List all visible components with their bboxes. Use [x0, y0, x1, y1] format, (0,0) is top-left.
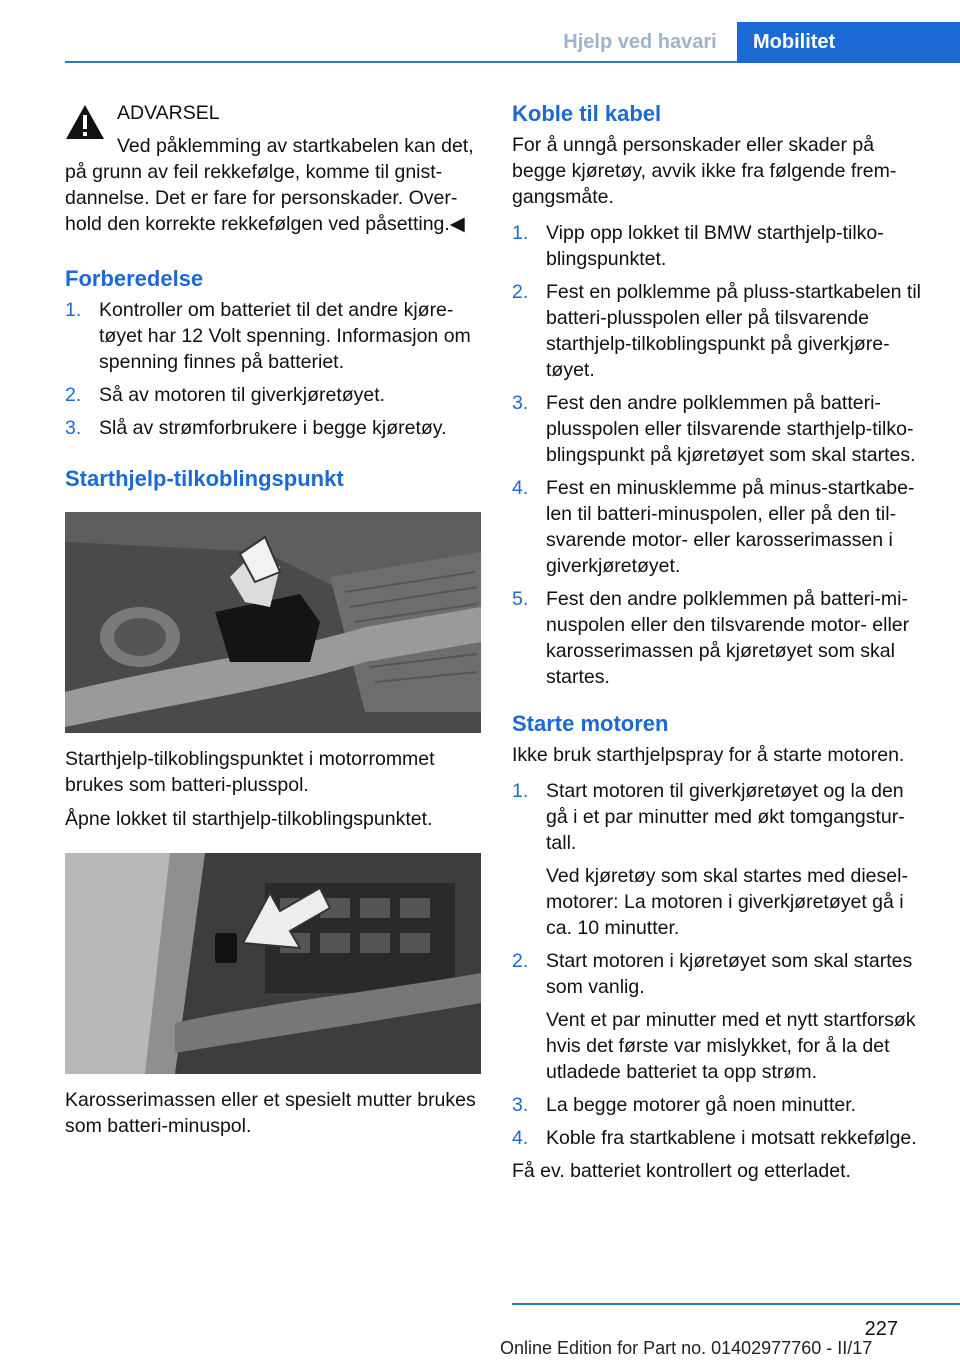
- list-item: 1. Start motoren til giverkjøretøyet og la den gå i et par minutter med økt tomgangsturtall. Ved kjøretøy som skal startes med dieselmotorer: La motoren i giverkjøretøyet gå i ca. 10 minutter.: [512, 780, 908, 939]
- list-item: 5. Fest den andre polklemmen på batteri-minuspolen eller den tilsvarende motor- eller karosserimassen på kjøretøyet som skal startes.: [512, 588, 910, 688]
- list-item: 1. Kontroller om batteriet til det andre kjøretøyet har 12 Volt spenning. Informasjon om spenning finnes på batteriet.: [65, 299, 471, 373]
- engine-bay-photo-ground-point: [65, 853, 481, 1074]
- caption-jump-point: Starthjelp-tilkoblingspunktet i motorrommet brukes som batteri-plusspol.: [65, 748, 435, 796]
- warning-title: ADVARSEL: [117, 102, 220, 124]
- paragraph-open-lid: Åpne lokket til starthjelp-tilkoblingspunktet.: [65, 808, 433, 830]
- warning-text: Ved påklemming av startkabelen kan det, på grunn av feil rekkefølge, komme til gnistdannelse. Det er fare for personskader. Overhold den korrekte rekkefølgen ved påsetting.◀: [65, 135, 474, 235]
- list-item: 4. Fest en minusklemme på minus-startkabelen til batteri-minuspolen, eller på den tilsvarende motor- eller karosserimassen i giverkjøretøyet.: [512, 477, 915, 577]
- step-number: 2.: [512, 950, 529, 972]
- heading-forberedelse: Forberedelse: [65, 266, 204, 291]
- list-item: 4. Koble fra startkablene i motsatt rekkefølge.: [512, 1127, 917, 1149]
- heading-koble-til-kabel: Koble til kabel: [512, 101, 662, 126]
- list-item: 3. Slå av strømforbrukere i begge kjøretøy.: [65, 417, 447, 439]
- step-number: 3.: [512, 392, 529, 414]
- step-number: 1.: [65, 299, 82, 321]
- page-number: 227: [864, 1318, 898, 1340]
- heading-starte-motoren: Starte motoren: [512, 711, 669, 736]
- edition-line: Online Edition for Part no. 01402977760 - II/17: [500, 1338, 873, 1358]
- prep-list: [65, 297, 481, 441]
- step-number: 3.: [65, 417, 82, 439]
- right-column: [512, 100, 928, 1184]
- final-note: Få ev. batteriet kontrollert og etterladet.: [512, 1160, 851, 1182]
- warning-triangle-icon: [65, 104, 105, 140]
- start-list: [512, 778, 928, 1151]
- start-intro: Ikke bruk starthjelpspray for å starte motoren.: [512, 744, 905, 766]
- engine-bay-photo-jump-point: [65, 512, 481, 733]
- footer-rule: [512, 1303, 960, 1305]
- caption-ground-point: Karosserimassen eller et spesielt mutter brukes som batteri-minuspol.: [65, 1089, 476, 1137]
- step-number: 5.: [512, 588, 529, 610]
- tab-hjelp-ved-havari[interactable]: Hjelp ved havari: [563, 31, 717, 53]
- left-column: [65, 100, 481, 1147]
- list-item: 2. Fest en polklemme på pluss-startkabelen til batteri-plusspolen eller på tilsvarende starthjelp-tilkoblingspunkt på giverkjøretøyet.: [512, 281, 922, 381]
- list-item: 2. Start motoren i kjøretøyet som skal startes som vanlig. Vent et par minutter med et nytt startforsøk hvis det første var mislykket, for å la det utladede batteriet ta opp strøm.: [512, 950, 916, 1083]
- list-item: 1. Vipp opp lokket til BMW starthjelp-tilkoblingspunktet.: [512, 222, 884, 270]
- warning-block: [65, 100, 481, 237]
- step-number: 4.: [512, 477, 529, 499]
- list-item: 2. Så av motoren til giverkjøretøyet.: [65, 384, 386, 406]
- heading-starthjelp-tilkoblingspunkt: Starthjelp-tilkoblingspunkt: [65, 466, 344, 491]
- list-item: 3. La begge motorer gå noen minutter.: [512, 1094, 857, 1116]
- step-number: 2.: [512, 281, 529, 303]
- step-number: 3.: [512, 1094, 529, 1116]
- connect-list: [512, 220, 928, 690]
- tab-mobilitet[interactable]: Mobilitet: [737, 22, 960, 63]
- step-number: 1.: [512, 780, 529, 802]
- step-number: 4.: [512, 1127, 529, 1149]
- connect-intro: For å unngå personskader eller skader på begge kjøretøy, avvik ikke fra følgende fremgangsmåte.: [512, 134, 897, 208]
- step-number: 2.: [65, 384, 82, 406]
- list-item: 3. Fest den andre polklemmen på batteri-plusspolen eller tilsvarende starthjelp-tilkoblingspunkt på kjøretøyet som skal startes.: [512, 392, 916, 466]
- step-number: 1.: [512, 222, 529, 244]
